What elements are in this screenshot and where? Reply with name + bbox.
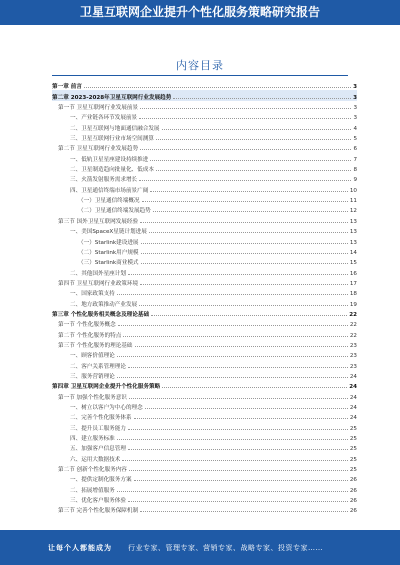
table-of-contents — [52, 80, 357, 514]
toc-entry[interactable] — [52, 401, 357, 411]
toc-leader-dots — [128, 429, 348, 430]
toc-entry-page: 3 — [353, 115, 357, 122]
toc-entry[interactable] — [52, 101, 357, 111]
toc-entry-text: 第一节 个性化服务概念 — [58, 322, 116, 329]
toc-entry[interactable] — [52, 121, 357, 131]
toc-leader-dots — [134, 480, 348, 481]
toc-entry[interactable] — [52, 246, 357, 256]
toc-entry[interactable] — [52, 80, 357, 90]
toc-entry[interactable] — [52, 90, 357, 100]
toc-entry-page: 3 — [353, 105, 357, 112]
toc-entry-page: 24 — [349, 373, 357, 380]
toc-entry[interactable] — [52, 452, 357, 462]
toc-leader-dots — [117, 377, 348, 378]
toc-entry[interactable] — [52, 163, 357, 173]
toc-leader-dots — [128, 501, 348, 502]
toc-leader-dots — [139, 305, 348, 306]
toc-entry-page: 26 — [349, 477, 357, 484]
toc-entry[interactable] — [52, 339, 357, 349]
toc-entry-page: 10 — [349, 187, 357, 194]
title-divider — [52, 75, 348, 76]
toc-entry-page: 26 — [349, 508, 357, 515]
toc-entry-text: 第一节 加强个性化服务意识 — [58, 394, 127, 401]
toc-entry-text: 四、卫星通信终端市场前景广阔 — [70, 187, 149, 194]
toc-leader-dots — [156, 170, 352, 171]
toc-leader-dots — [149, 232, 348, 233]
toc-entry-page: 23 — [349, 363, 357, 370]
toc-entry[interactable] — [52, 235, 357, 245]
toc-entry-page: 7 — [353, 156, 357, 163]
toc-entry-text: 一、顾客价值理论 — [70, 353, 115, 360]
toc-entry-page: 24 — [349, 415, 357, 422]
toc-entry-text: 一、低轨卫星星座建设持续推进 — [70, 156, 149, 163]
toc-leader-dots — [173, 98, 351, 99]
toc-entry-page: 5 — [353, 136, 357, 143]
toc-entry-page: 26 — [349, 487, 357, 494]
toc-entry-text: 第一节 卫星互联网行业发展前景 — [58, 105, 139, 112]
toc-entry-text: 第二节 创新个性化服务内容 — [58, 467, 127, 474]
toc-leader-dots — [140, 284, 348, 285]
toc-entry-page: 11 — [349, 198, 357, 205]
report-header — [0, 0, 400, 25]
footer-targets: 行业专家、管理专家、营销专家、战略专家、投资专家…… — [128, 543, 323, 552]
toc-entry[interactable] — [52, 483, 357, 493]
toc-entry[interactable] — [52, 152, 357, 162]
toc-entry-page: 25 — [349, 425, 357, 432]
toc-leader-dots — [122, 460, 348, 461]
toc-entry-text: （二）卫星通信终端发展趋势 — [78, 208, 151, 215]
toc-entry[interactable] — [52, 225, 357, 235]
toc-entry-text: 三、火箭发射服务需求增长 — [70, 177, 138, 184]
toc-leader-dots — [117, 356, 348, 357]
toc-entry[interactable] — [52, 463, 357, 473]
toc-entry-text: （一）卫星通信终端概况 — [78, 198, 140, 205]
toc-entry[interactable] — [52, 442, 357, 452]
toc-entry-text: 第二节 卫星互联网行业发展趋势 — [58, 146, 139, 153]
toc-entry-text: 第三节 个性化服务的理论基础 — [58, 342, 133, 349]
toc-entry-text: 六、运用大数据技术 — [70, 456, 121, 463]
toc-entry-text: 二、其他国外星座计划 — [70, 270, 126, 277]
toc-leader-dots — [129, 470, 348, 471]
toc-entry[interactable] — [52, 277, 357, 287]
toc-entry[interactable] — [52, 359, 357, 369]
toc-entry-text: 四、建立服务标准 — [70, 436, 115, 443]
toc-entry-page: 17 — [349, 280, 357, 287]
toc-entry-text: 一、国家政策支持 — [70, 291, 115, 298]
toc-entry-page: 23 — [349, 342, 357, 349]
toc-entry-text: 第二节 个性化服务的特点 — [58, 332, 122, 339]
toc-entry-text: 第四节 卫星互联网行业政策环境 — [58, 280, 139, 287]
toc-entry-page: 8 — [353, 167, 357, 174]
toc-leader-dots — [141, 253, 348, 254]
toc-leader-dots — [117, 294, 348, 295]
toc-entry-page: 3 — [353, 84, 357, 91]
toc-entry[interactable] — [52, 287, 357, 297]
toc-entry-text: 三、服务营销理论 — [70, 373, 115, 380]
toc-entry-text: 二、客户关系管理理论 — [70, 363, 126, 370]
toc-entry-text: 二、卫星制造趋向批量化、低成本 — [70, 167, 154, 174]
toc-leader-dots — [162, 129, 352, 130]
toc-entry-text: 第四章 卫星互联网企业提升个性化服务策略 — [52, 384, 161, 391]
toc-leader-dots — [128, 367, 348, 368]
toc-entry-page: 19 — [349, 301, 357, 308]
toc-entry[interactable] — [52, 183, 357, 193]
toc-entry-text: 二、地方政策推动产业发展 — [70, 301, 138, 308]
toc-entry-page: 3 — [353, 94, 357, 101]
toc-entry-text: 第三节 国外卫星互联网发展经验 — [58, 218, 139, 225]
toc-entry[interactable] — [52, 390, 357, 400]
toc-leader-dots — [141, 243, 348, 244]
toc-entry-page: 18 — [349, 291, 357, 298]
toc-entry-page: 25 — [349, 467, 357, 474]
toc-entry[interactable] — [52, 297, 357, 307]
toc-entry-text: （二）Starlink用户规模 — [78, 249, 139, 256]
toc-entry-page: 12 — [349, 208, 357, 215]
toc-leader-dots — [140, 222, 348, 223]
toc-leader-dots — [128, 274, 348, 275]
toc-entry[interactable] — [52, 204, 357, 214]
toc-leader-dots — [151, 315, 347, 316]
toc-entry[interactable] — [52, 349, 357, 359]
toc-leader-dots — [134, 418, 348, 419]
toc-entry[interactable] — [52, 318, 357, 328]
toc-entry-text: 二、拓展增值服务 — [70, 487, 115, 494]
toc-entry-page: 25 — [349, 446, 357, 453]
toc-leader-dots — [84, 87, 351, 88]
toc-leader-dots — [128, 449, 348, 450]
toc-entry[interactable] — [52, 328, 357, 338]
toc-leader-dots — [117, 491, 348, 492]
toc-title: 内容目录 — [176, 59, 224, 72]
toc-entry[interactable] — [52, 111, 357, 121]
toc-leader-dots — [150, 191, 348, 192]
toc-entry[interactable] — [52, 173, 357, 183]
footer-slogan: 让每个人都能成为 — [48, 543, 112, 552]
footer-banner — [0, 530, 400, 565]
toc-leader-dots — [140, 149, 351, 150]
toc-leader-dots — [123, 336, 348, 337]
toc-entry[interactable] — [52, 432, 357, 442]
toc-entry[interactable] — [52, 194, 357, 204]
toc-entry-text: 五、加强客户信息管理 — [70, 446, 126, 453]
toc-leader-dots — [139, 118, 351, 119]
toc-entry-text: 第二章 2023-2028年卫星互联网行业发展趋势 — [52, 94, 172, 101]
toc-leader-dots — [142, 201, 348, 202]
toc-leader-dots — [129, 398, 348, 399]
toc-entry-text: 一、提供定制化服务方案 — [70, 477, 132, 484]
toc-entry-text: （一）Starlink建设进展 — [78, 239, 139, 246]
toc-entry-page: 9 — [353, 177, 357, 184]
toc-leader-dots — [156, 139, 352, 140]
toc-entry-text: 三、卫星互联网行业市场空间测算 — [70, 136, 154, 143]
toc-leader-dots — [135, 346, 348, 347]
toc-entry-text: 一、美国SpaceX星链计划进展 — [70, 229, 147, 236]
toc-entry[interactable] — [52, 266, 357, 276]
toc-entry[interactable] — [52, 214, 357, 224]
toc-entry-text: 第一章 前言 — [52, 84, 82, 91]
toc-entry-page: 24 — [349, 384, 357, 391]
toc-entry-text: 三、优化客户服务体验 — [70, 498, 126, 505]
toc-entry[interactable] — [52, 370, 357, 380]
toc-entry[interactable] — [52, 380, 357, 390]
toc-entry[interactable] — [52, 504, 357, 514]
toc-leader-dots — [145, 408, 348, 409]
toc-entry-text: 三、提升员工服务能力 — [70, 425, 126, 432]
toc-entry-page: 25 — [349, 436, 357, 443]
toc-leader-dots — [141, 263, 348, 264]
toc-entry-page: 22 — [349, 332, 357, 339]
toc-leader-dots — [153, 211, 348, 212]
toc-entry-text: 第三章 个性化服务相关概念及理论基础 — [52, 311, 150, 318]
toc-entry-page: 13 — [349, 218, 357, 225]
toc-entry-text: 一、树立以客户为中心的理念 — [70, 405, 143, 411]
toc-entry[interactable] — [52, 421, 357, 431]
toc-entry[interactable] — [52, 308, 357, 318]
toc-leader-dots — [117, 439, 348, 440]
toc-entry-page: 6 — [353, 146, 357, 153]
toc-entry[interactable] — [52, 142, 357, 152]
toc-entry[interactable] — [52, 473, 357, 483]
toc-entry-text: 二、完善个性化服务体系 — [70, 415, 132, 422]
toc-leader-dots — [140, 511, 348, 512]
toc-entry-page: 4 — [353, 125, 357, 132]
toc-leader-dots — [140, 108, 351, 109]
toc-entry-page: 24 — [349, 405, 357, 411]
toc-entry-page: 26 — [349, 498, 357, 505]
toc-entry[interactable] — [52, 494, 357, 504]
toc-entry-text: 二、卫星互联网与地面通信融合发展 — [70, 125, 160, 132]
toc-entry-page: 22 — [349, 322, 357, 329]
toc-entry-page: 24 — [349, 394, 357, 401]
toc-leader-dots — [139, 180, 351, 181]
toc-entry-page: 16 — [349, 270, 357, 277]
toc-entry[interactable] — [52, 411, 357, 421]
toc-entry-page: 23 — [349, 353, 357, 360]
toc-entry-page: 15 — [349, 260, 357, 267]
toc-entry[interactable] — [52, 132, 357, 142]
toc-entry-page: 22 — [349, 311, 357, 318]
toc-leader-dots — [150, 160, 351, 161]
toc-leader-dots — [162, 387, 347, 388]
toc-entry-page: 13 — [349, 239, 357, 246]
toc-entry-text: （三）Starlink商业模式 — [78, 260, 139, 267]
toc-entry[interactable] — [52, 256, 357, 266]
toc-entry-page: 13 — [349, 229, 357, 236]
toc-entry-page: 25 — [349, 456, 357, 463]
toc-entry-text: 第三节 完善个性化服务保障机制 — [58, 508, 139, 515]
toc-leader-dots — [118, 325, 348, 326]
toc-entry-page: 14 — [349, 249, 357, 256]
toc-entry-text: 一、产业链各环节发展前景 — [70, 115, 138, 122]
report-title: 卫星互联网企业提升个性化服务策略研究报告 — [79, 5, 320, 19]
